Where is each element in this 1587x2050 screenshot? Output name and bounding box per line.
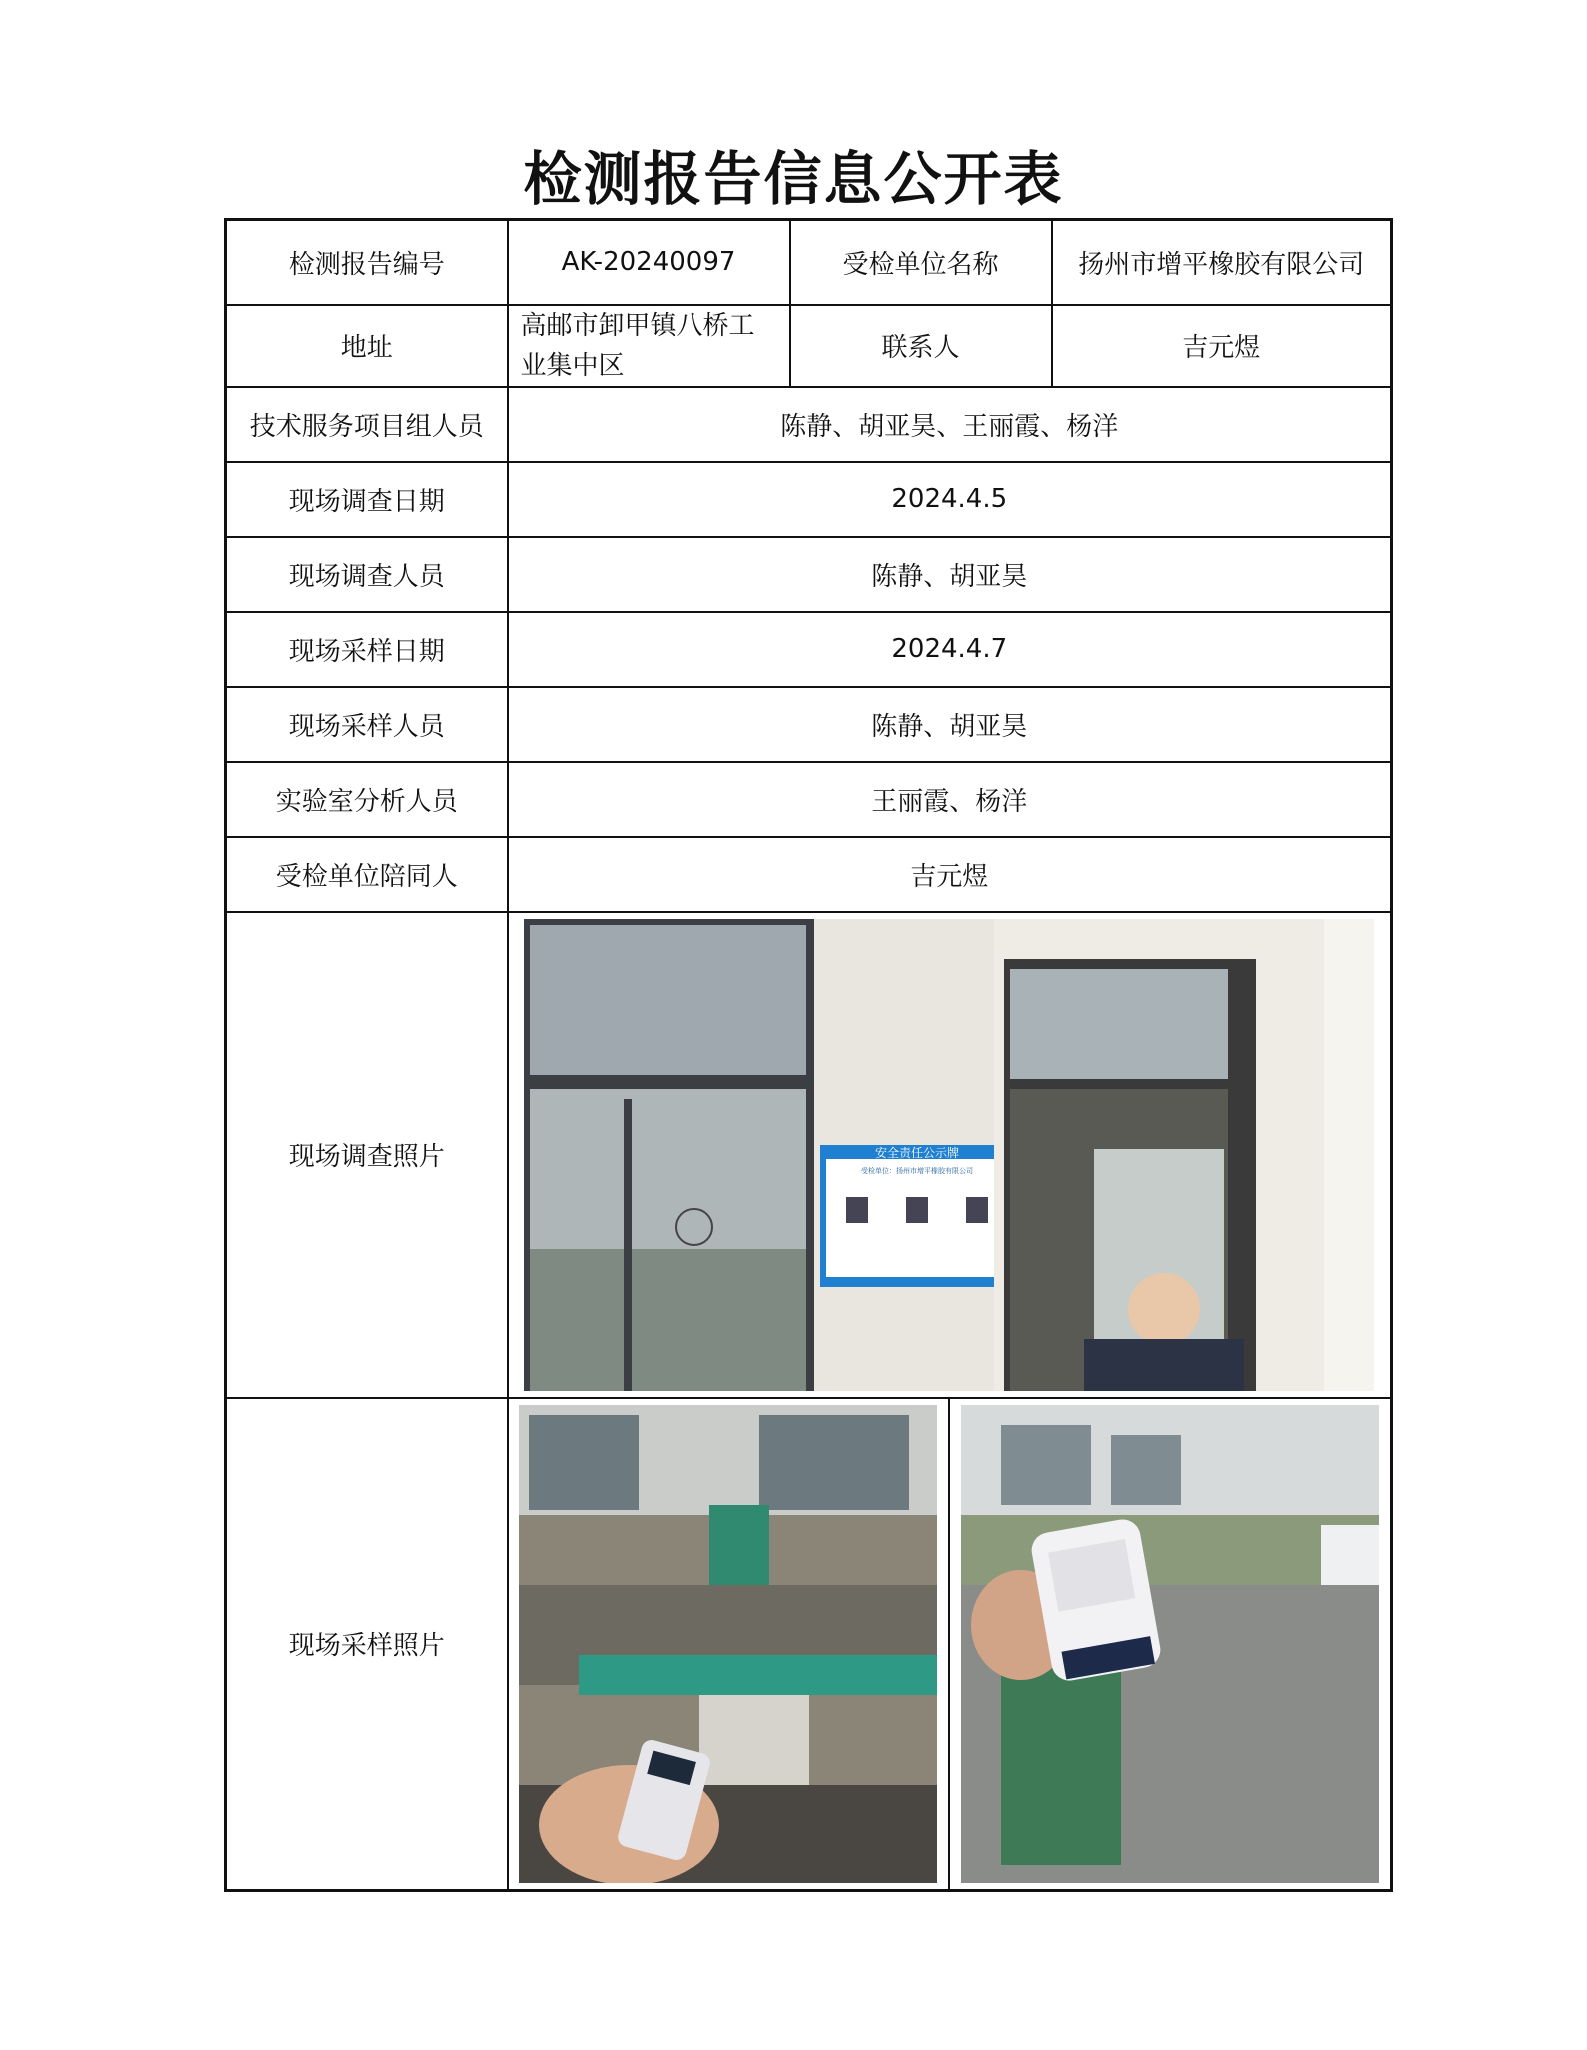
row-label: 现场调查日期 (226, 462, 508, 537)
address-line-2: 业集中区 (520, 350, 625, 381)
sampling-photo-right-cell (950, 1399, 1390, 1889)
report-no-value: AK-20240097 (508, 220, 790, 305)
row-label: 技术服务项目组人员 (226, 387, 508, 462)
table-row (226, 462, 1392, 537)
table-row (226, 687, 1392, 762)
row-value: 2024.4.7 (508, 612, 1392, 687)
row-value: 陈静、胡亚昊 (508, 537, 1392, 612)
notice-company: 受检单位：扬州市增平橡胶有限公司 (861, 1166, 974, 1175)
row-value: 吉元煜 (508, 837, 1392, 912)
sampling-photos (509, 1399, 1391, 1889)
row-value: 陈静、胡亚昊、王丽霞、杨洋 (508, 387, 1392, 462)
row-label: 实验室分析人员 (226, 762, 508, 837)
table-row (226, 762, 1392, 837)
address-line-1: 高邮市卸甲镇八桥工 (520, 310, 755, 341)
sampling-photo-cell (508, 1398, 1392, 1891)
table-row (226, 220, 1392, 305)
table-row (226, 1398, 1392, 1891)
table-row (226, 912, 1392, 1398)
sampling-photo-label: 现场采样照片 (226, 1398, 508, 1891)
table-row (226, 612, 1392, 687)
unit-name-value: 扬州市增平橡胶有限公司 (1052, 220, 1392, 305)
table-row (226, 537, 1392, 612)
address-value (508, 305, 790, 387)
report-no-label: 检测报告编号 (226, 220, 508, 305)
table-row (226, 837, 1392, 912)
address-label: 地址 (226, 305, 508, 387)
row-value: 王丽霞、杨洋 (508, 762, 1392, 837)
sampling-photo-left-cell (509, 1399, 951, 1889)
unit-name-label: 受检单位名称 (790, 220, 1052, 305)
page-title: 检测报告信息公开表 (523, 145, 1064, 213)
row-label: 受检单位陪同人 (226, 837, 508, 912)
row-value: 2024.4.5 (508, 462, 1392, 537)
row-label: 现场采样日期 (226, 612, 508, 687)
survey-photo-label: 现场调查照片 (226, 912, 508, 1398)
sampling-photo-left (519, 1405, 937, 1883)
row-label: 现场采样人员 (226, 687, 508, 762)
row-value: 陈静、胡亚昊 (508, 687, 1392, 762)
contact-label: 联系人 (790, 305, 1052, 387)
report-table (224, 218, 1393, 1892)
table-row (226, 387, 1392, 462)
survey-photo (524, 919, 1374, 1391)
contact-value: 吉元煜 (1052, 305, 1392, 387)
notice-heading: 安全责任公示牌 (875, 1145, 960, 1160)
row-label: 现场调查人员 (226, 537, 508, 612)
survey-photo-cell (508, 912, 1392, 1398)
sampling-photo-right (961, 1405, 1379, 1883)
table-row (226, 305, 1392, 387)
